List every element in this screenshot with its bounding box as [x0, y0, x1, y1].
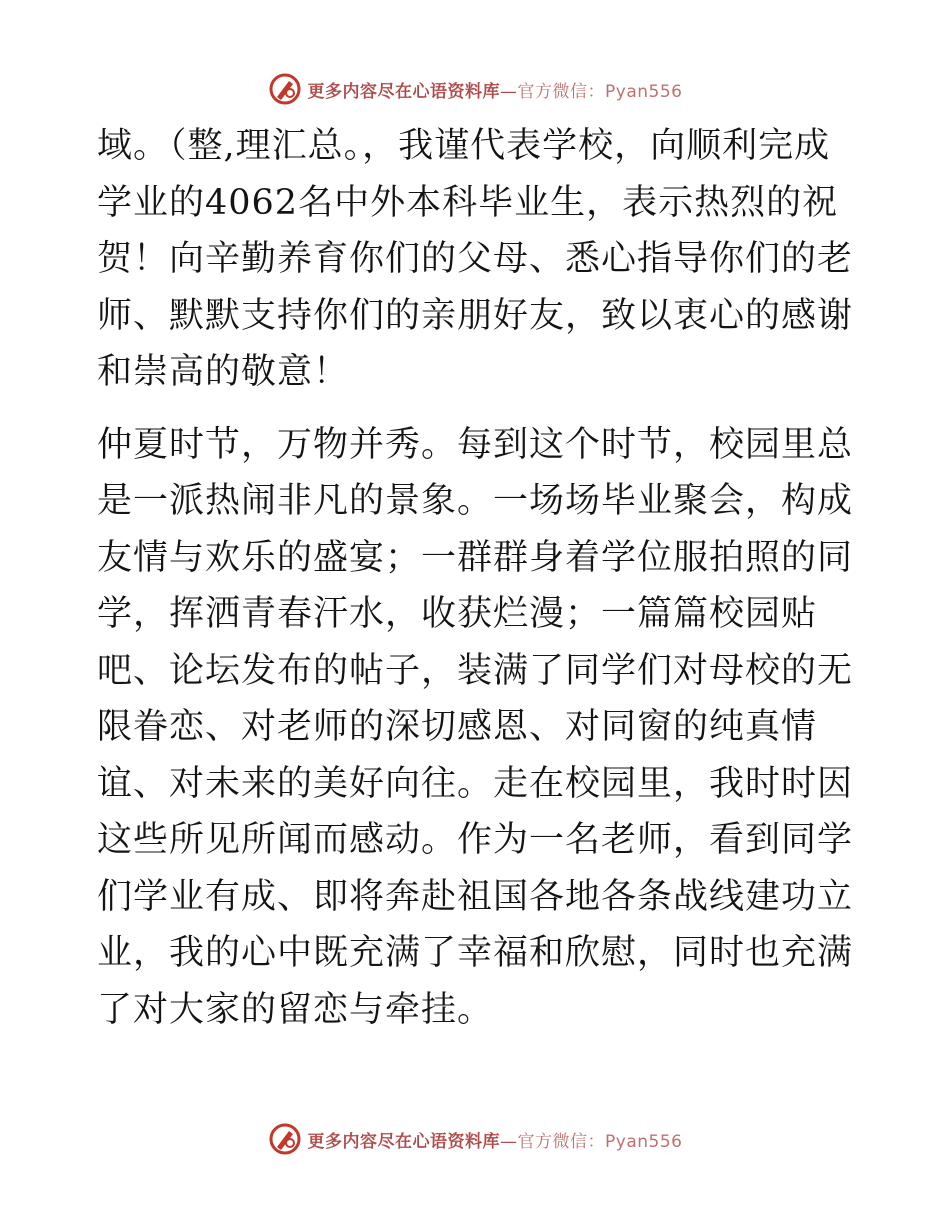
header-banner-wechat: 官方微信：Pyan556	[517, 81, 683, 102]
paragraph-2: 仲夏时节，万物并秀。每到这个时节，校园里总是一派热闹非凡的景象。一场场毕业聚会，构成友情与欢乐的盛宴；一群群身着学位服拍照的同学，挥洒青春汗水，收获烂漫；一篇篇校园贴吧、论坛发布的帖子，装满了同学们对母校的无限眷恋、对老师的深切感恩、对同窗的纯真情谊、对未来的美好向往。走在校园里，我时时因这些所见所闻而感动。作为一名老师，看到同学们学业有成、即将奔赴祖国各地各条战线建功立业，我的心中既充满了幸福和欣慰，同时也充满了对大家的留恋与牵挂。	[97, 424, 854, 1030]
header-banner-main: 更多内容尽在心语资料库	[307, 81, 501, 102]
header-watermark-banner	[0, 72, 950, 106]
pen-logo-icon	[268, 1122, 302, 1156]
footer-banner-text	[308, 1127, 683, 1152]
pen-logo-icon	[268, 72, 302, 106]
header-banner-text	[308, 77, 683, 102]
footer-banner-main: 更多内容尽在心语资料库	[307, 1131, 501, 1152]
header-banner-dash: —	[500, 81, 518, 102]
document-body	[97, 118, 857, 1038]
footer-banner-wechat: 官方微信：Pyan556	[517, 1131, 683, 1152]
footer-banner-dash: —	[500, 1131, 518, 1152]
footer-watermark-banner	[0, 1122, 950, 1156]
paragraph-1: 域。（整,理汇总。，我谨代表学校，向顺利完成学业的4062名中外本科毕业生，表示热烈的祝贺！向辛勤养育你们的父母、悉心指导你们的老师、默默支持你们的亲朋好友，致以衷心的感谢和崇高的敬意！	[97, 126, 854, 392]
